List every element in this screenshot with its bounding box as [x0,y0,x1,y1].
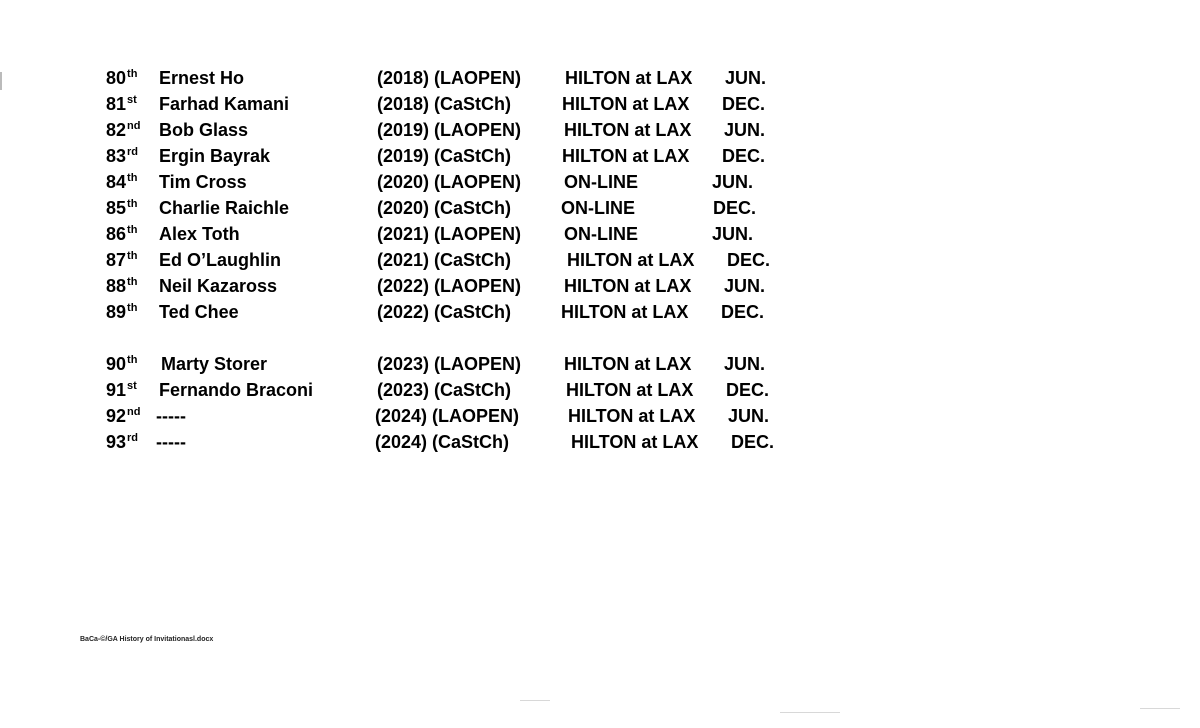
venue: ON-LINE [561,198,635,218]
player-name: Fernando Braconi [159,380,314,400]
venue: ON-LINE [564,172,638,192]
venue: ON-LINE [564,224,638,244]
edition-number: 89th [106,302,138,322]
table-row [0,379,1200,405]
table-row [0,93,1200,119]
player-name: Ed O’Laughlin [159,250,281,270]
player-name: Tim Cross [159,172,247,192]
table-row [0,171,1200,197]
venue: HILTON at LAX [566,380,694,400]
player-name: Farhad Kamani [159,94,290,114]
year-event: (2018) (CaStCh) [377,94,512,114]
player-name: Ernest Ho [159,68,245,88]
edition-number: 85th [106,198,138,218]
scan-artifact [780,712,840,713]
player-name: ----- [156,432,186,452]
month: DEC. [713,198,757,218]
venue: HILTON at LAX [564,120,692,140]
year-event: (2018) (LAOPEN) [377,68,522,88]
table-row [0,353,1200,379]
table-row [0,405,1200,431]
player-name: Marty Storer [161,354,268,374]
venue: HILTON at LAX [571,432,699,452]
year-event: (2020) (LAOPEN) [377,172,522,192]
scan-artifact [520,700,550,701]
scan-artifact [1140,708,1180,709]
edition-number: 82nd [106,120,141,140]
year-event: (2024) (CaStCh) [375,432,510,452]
year-event: (2021) (LAOPEN) [377,224,522,244]
venue: HILTON at LAX [562,146,690,166]
table-row [0,67,1200,93]
table-row [0,301,1200,327]
table-row [0,197,1200,223]
player-name: Alex Toth [159,224,240,244]
month: DEC. [731,432,775,452]
venue: HILTON at LAX [568,406,696,426]
month: JUN. [712,172,754,192]
month: DEC. [722,146,766,166]
month: DEC. [721,302,765,322]
venue: HILTON at LAX [567,250,695,270]
year-event: (2022) (LAOPEN) [377,276,522,296]
table-row [0,223,1200,249]
month: JUN. [724,120,766,140]
month: JUN. [724,354,766,374]
table-row [0,119,1200,145]
player-name: ----- [156,406,186,426]
month: DEC. [727,250,771,270]
month: JUN. [725,68,767,88]
player-name: Ted Chee [159,302,239,322]
venue: HILTON at LAX [565,68,693,88]
edition-number: 91st [106,380,137,400]
edition-number: 86th [106,224,138,244]
edition-number: 83rd [106,146,139,166]
edition-number: 92nd [106,406,141,426]
table-row [0,145,1200,171]
year-event: (2020) (CaStCh) [377,198,512,218]
edition-number: 87th [106,250,138,270]
edition-number: 80th [106,68,138,88]
scan-artifact [0,72,2,90]
edition-number: 88th [106,276,138,296]
player-name: Charlie Raichle [159,198,290,218]
year-event: (2023) (CaStCh) [377,380,512,400]
year-event: (2019) (CaStCh) [377,146,512,166]
venue: HILTON at LAX [561,302,689,322]
year-event: (2019) (LAOPEN) [377,120,522,140]
month: JUN. [728,406,770,426]
venue: HILTON at LAX [564,276,692,296]
document-filename: BaCa-©/GA History of Invitationasl.docx [80,636,214,643]
month: JUN. [712,224,754,244]
year-event: (2021) (CaStCh) [377,250,512,270]
edition-number: 84th [106,172,138,192]
venue: HILTON at LAX [564,354,692,374]
edition-number: 81st [106,94,137,114]
year-event: (2024) (LAOPEN) [375,406,520,426]
year-event: (2023) (LAOPEN) [377,354,522,374]
month: JUN. [724,276,766,296]
table-row [0,249,1200,275]
table-row [0,431,1200,457]
player-name: Neil Kazaross [159,276,278,296]
month: DEC. [722,94,766,114]
edition-number: 90th [106,354,138,374]
table-row [0,275,1200,301]
player-name: Ergin Bayrak [159,146,271,166]
year-event: (2022) (CaStCh) [377,302,512,322]
edition-number: 93rd [106,432,139,452]
venue: HILTON at LAX [562,94,690,114]
month: DEC. [726,380,770,400]
player-name: Bob Glass [159,120,249,140]
